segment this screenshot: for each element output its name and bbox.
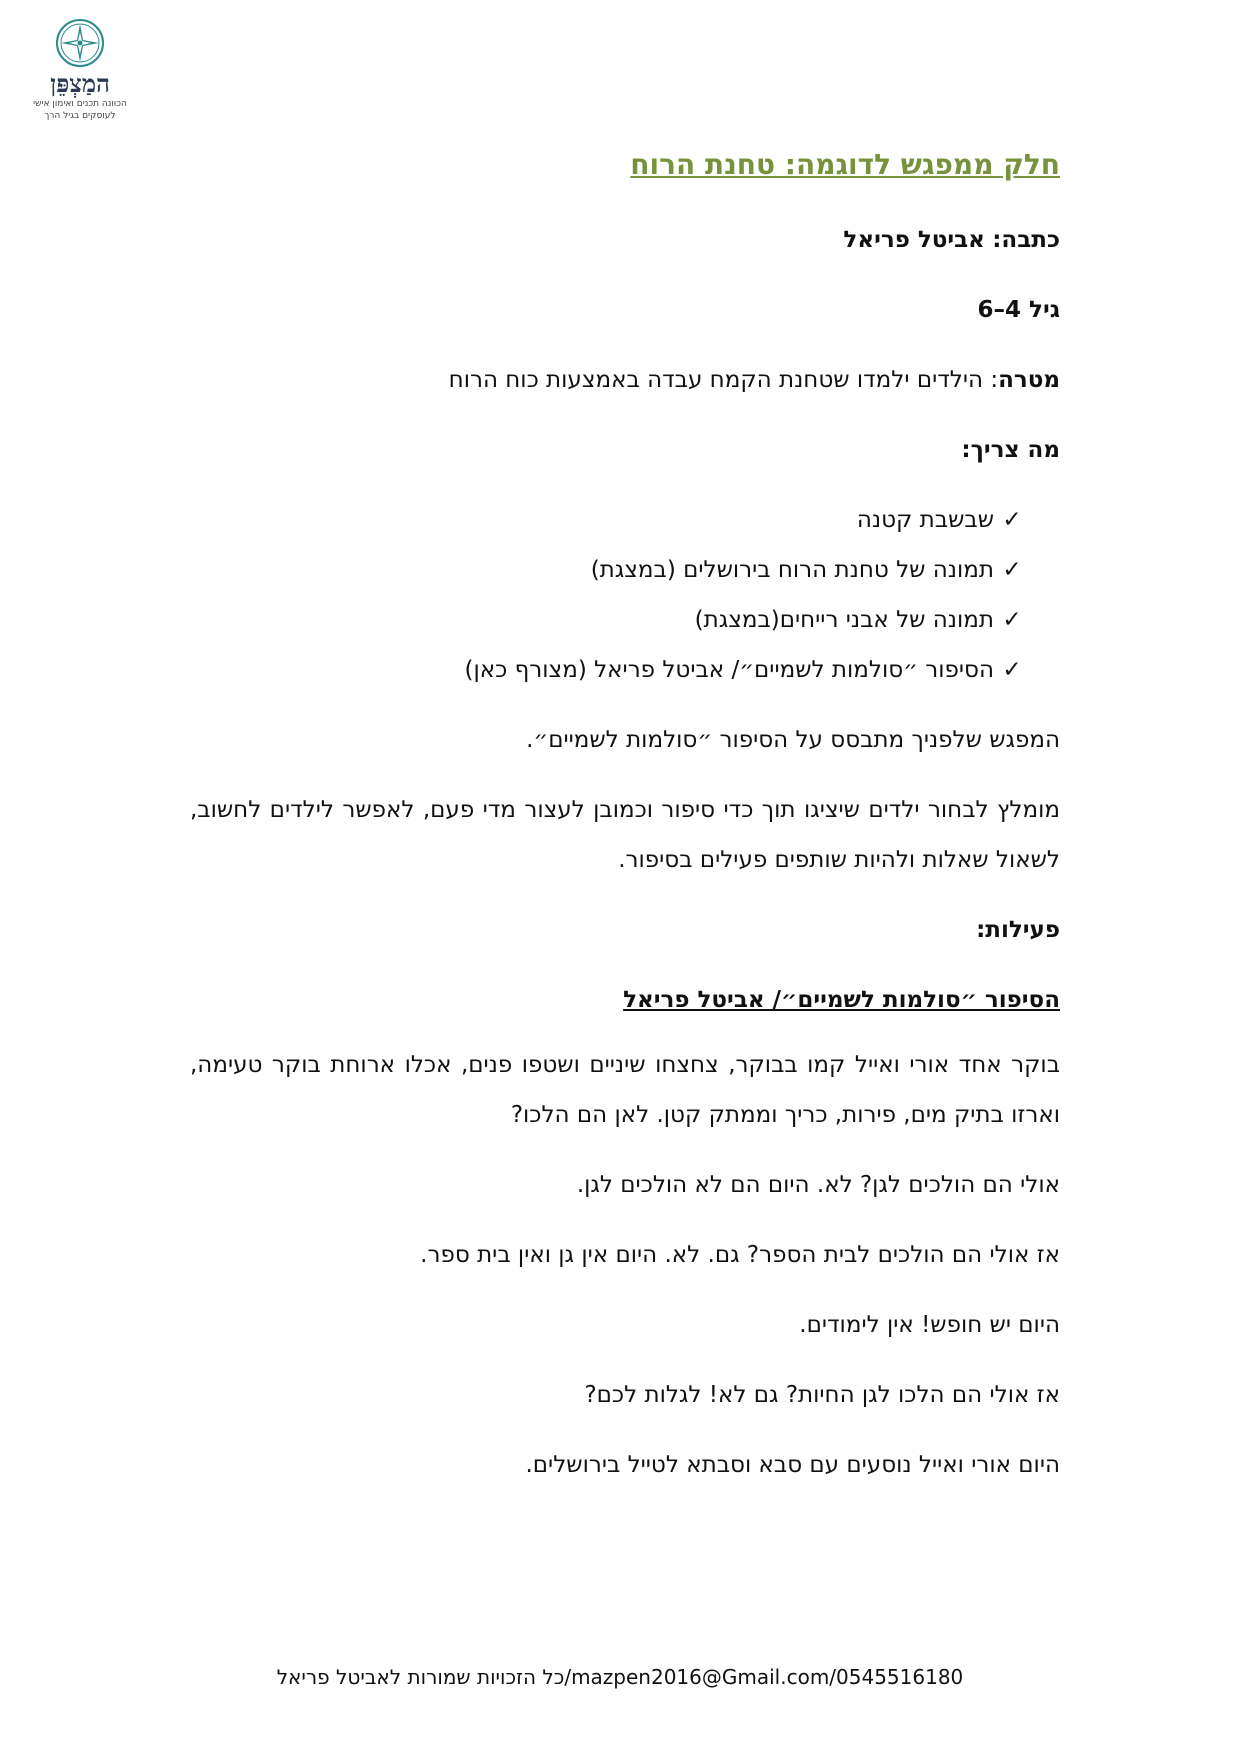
checkmark-icon: ✓ bbox=[1002, 507, 1022, 533]
author-label: כתבה: bbox=[992, 227, 1060, 253]
needs-heading: מה צריך: bbox=[961, 437, 1060, 463]
list-item bbox=[465, 655, 1031, 685]
story-line: אז אולי הם הולכים לבית הספר? גם. לא. היום אין גן ואין בית ספר. bbox=[420, 1242, 1060, 1268]
checkmark-icon: ✓ bbox=[1002, 557, 1022, 583]
compass-icon bbox=[55, 18, 105, 68]
story-line: היום אורי ואייל נוסעים עם סבא וסבתא לטייל בירושלים. bbox=[525, 1452, 1060, 1478]
goal-text: : הילדים ילמדו שטחנת הקמח עבדה באמצעות כוח הרוח bbox=[448, 367, 999, 393]
story-line: אז אולי הם הלכו לגן החיות? גם לא! לגלות לכם? bbox=[584, 1382, 1060, 1408]
goal-label: מטרה bbox=[998, 367, 1060, 393]
footer-copyright: כל הזכויות שמורות לאביטל פריאל/mazpen2016@Gmail.com/0545516180 bbox=[276, 1665, 964, 1689]
author-line bbox=[843, 225, 1060, 255]
logo-name: המַצְפֵּן bbox=[50, 69, 110, 98]
list-item-text: תמונה של אבני רייחים(במצגת) bbox=[694, 607, 994, 633]
checkmark-icon: ✓ bbox=[1002, 657, 1022, 683]
story-line: אולי הם הולכים לגן? לא. היום הם לא הולכים לגן. bbox=[576, 1172, 1060, 1198]
list-item bbox=[857, 505, 1030, 535]
story-heading: הסיפור ״סולמות לשמיים״/ אביטל פריאל bbox=[623, 987, 1060, 1013]
list-item-text: הסיפור ״סולמות לשמיים״/ אביטל פריאל (מצורף כאן) bbox=[464, 657, 994, 683]
list-item bbox=[591, 555, 1030, 585]
list-item-text: שבשבת קטנה bbox=[856, 507, 994, 533]
age-range: גיל 4–6 bbox=[977, 297, 1060, 323]
checkmark-icon: ✓ bbox=[1002, 607, 1022, 633]
logo bbox=[20, 18, 140, 122]
logo-tagline-2: לעוסקים בגיל הרך bbox=[44, 111, 116, 121]
story-paragraph: בוקר אחד אורי ואייל קמו בבוקר, צחצחו שיניים ושטפו פנים, אכלו ארוחת בוקר טעימה, וארזו בתיק מים, פירות, כריך וממתק קטן. לאן הם הלכו? bbox=[190, 1052, 1060, 1128]
author-name: אביטל פריאל bbox=[843, 227, 985, 253]
list-item-text: תמונה של טחנת הרוח בירושלים (במצגת) bbox=[590, 557, 994, 583]
activities-heading: פעילות: bbox=[976, 917, 1060, 943]
page-title: חלק ממפגש לדוגמה: טחנת הרוח bbox=[630, 148, 1060, 181]
story-line: היום יש חופש! אין לימודים. bbox=[799, 1312, 1060, 1338]
logo-tagline-1: הכוונה תכנים ואימון אישי bbox=[33, 99, 127, 109]
goal-line bbox=[449, 365, 1060, 395]
recommendation-paragraph: מומלץ לבחור ילדים שיציגו תוך כדי סיפור וכמובן לעצור מדי פעם, לאפשר לילדים לחשוב, לשאול שאלות ולהיות שותפים פעילים בסיפור. bbox=[190, 797, 1060, 873]
intro-text: המפגש שלפניך מתבסס על הסיפור ״סולמות לשמיים״. bbox=[526, 727, 1060, 753]
list-item bbox=[695, 605, 1030, 635]
